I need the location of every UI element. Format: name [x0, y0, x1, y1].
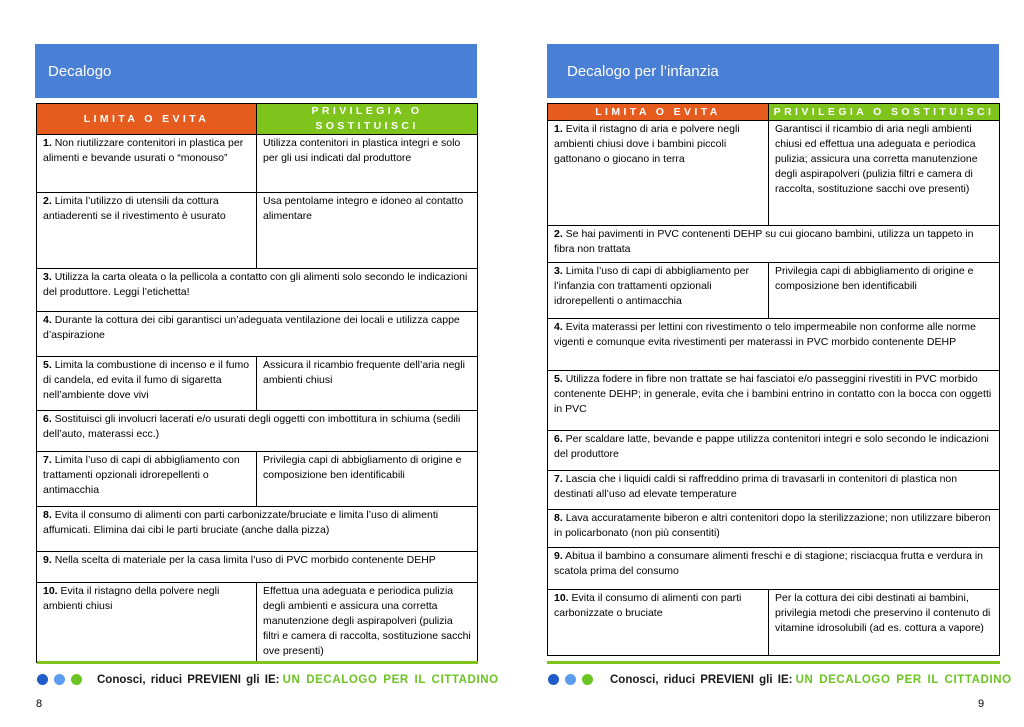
left-row-8: [37, 507, 478, 552]
left-row-10: [37, 583, 478, 663]
left-row-10-prefer: Effettua una adeguata e periodica pulizia degli ambienti e assicura una corretta manutenzione degli aspirapolveri (pulizia filtri e camera di raccolta, sostituzione sacchi ove presenti): [257, 583, 478, 663]
right-row-7-text: 7. Lascia che i liquidi caldi si raffreddino prima di travasarli in contenitori di plastica non destinati all’uso ad elevate temperature: [548, 471, 1000, 510]
left-row-9: [37, 552, 478, 583]
left-decalogue-table: [36, 103, 478, 663]
left-row-5: [37, 357, 478, 411]
left-header-prefer: PRIVILEGIA O SOSTITUISCI: [257, 104, 478, 135]
dark-blue-dot-icon: [548, 674, 559, 685]
right-row-5-text: 5. Utilizza fodere in fibre non trattate se hai fasciatoi e/o passeggini rivestiti in PVC morbido contenente DEHP; in generale, evita che i bambini entrino in contatto con la bocca con oggetti in PVC: [548, 371, 1000, 431]
left-row-7: [37, 452, 478, 507]
right-table-header: [548, 104, 1000, 121]
green-dot-icon: [582, 674, 593, 685]
left-table-header: [37, 104, 478, 135]
right-footer-dots: [548, 674, 593, 685]
left-row-1-prefer: Utilizza contenitori in plastica integri e solo per gli usi indicati dal produttore: [257, 135, 478, 193]
left-row-7-avoid: 7. Limita l’uso di capi di abbigliamento con trattamenti opzionali idrorepellenti o antimacchia: [37, 452, 257, 507]
right-row-3: [548, 263, 1000, 319]
right-row-7: [548, 471, 1000, 510]
left-row-6: [37, 411, 478, 452]
left-row-1-avoid: 1. Non riutilizzare contenitori in plastica per alimenti e bevande usurati o “monouso”: [37, 135, 257, 193]
right-row-2-text: 2. Se hai pavimenti in PVC contenenti DEHP su cui giocano bambini, utilizza un tappeto in fibra non trattata: [548, 226, 1000, 263]
right-row-2: [548, 226, 1000, 263]
left-row-5-avoid: 5. Limita la combustione di incenso e il fumo di candela, ed evita il fumo di sigaretta nell’ambiente dove vivi: [37, 357, 257, 411]
right-title: Decalogo per l’infanzia: [567, 62, 719, 80]
right-row-10: [548, 590, 1000, 656]
green-dot-icon: [71, 674, 82, 685]
left-row-7-prefer: Privilegia capi di abbigliamento di origine e composizione ben identificabili: [257, 452, 478, 507]
light-blue-dot-icon: [54, 674, 65, 685]
right-row-4-text: 4. Evita materassi per lettini con rivestimento o telo impermeabile non conforme alle norme vigenti e comunque evita rivestimenti per materassi in PVC morbido contenente DEHP: [548, 319, 1000, 371]
left-row-8-text: 8. Evita il consumo di alimenti con parti carbonizzate/bruciate e limita l’uso di alimenti affumicati. Elimina dai cibi le parti bruciate (anche dalla pizza): [37, 507, 478, 552]
right-footer-tagline-green: UN DECALOGO PER IL CITTADINO: [795, 674, 1012, 686]
right-row-8-text: 8. Lava accuratamente biberon e altri contenitori dopo la sterilizzazione; non utilizzare biberon in policarbonato (non più consentiti): [548, 510, 1000, 548]
right-row-4: [548, 319, 1000, 371]
left-row-2-avoid: 2. Limita l’utilizzo di utensili da cottura antiaderenti se il rivestimento è usurato: [37, 193, 257, 269]
right-row-3-prefer: Privilegia capi di abbigliamento di origine e composizione ben identificabili: [769, 263, 1000, 319]
right-header-avoid: LIMITA O EVITA: [548, 104, 769, 121]
right-title-banner: [547, 44, 999, 98]
left-row-10-avoid: 10. Evita il ristagno della polvere negli ambienti chiusi: [37, 583, 257, 663]
left-row-3: [37, 269, 478, 312]
right-row-10-avoid: 10. Evita il consumo di alimenti con parti carbonizzate o bruciate: [548, 590, 769, 656]
right-row-3-avoid: 3. Limita l’uso di capi di abbigliamento per l’infanzia con trattamenti opzionali idrorepellenti o antimacchia: [548, 263, 769, 319]
left-footer-dots: [37, 674, 82, 685]
left-row-2-prefer: Usa pentolame integro e idoneo al contatto alimentare: [257, 193, 478, 269]
left-row-3-text: 3. Utilizza la carta oleata o la pellicola a contatto con gli alimenti solo secondo le indicazioni del produttore. Leggi l’etichetta!: [37, 269, 478, 312]
right-page-number: 9: [978, 698, 985, 710]
left-row-4-text: 4. Durante la cottura dei cibi garantisci un’adeguata ventilazione dei locali e utilizza cappe d’aspirazione: [37, 312, 478, 357]
right-page: [512, 0, 1024, 727]
right-row-8: [548, 510, 1000, 548]
right-row-9-text: 9. Abitua il bambino a consumare alimenti freschi e di stagione; risciacqua frutta e verdura in scatola prima del consumo: [548, 548, 1000, 590]
right-row-6: [548, 431, 1000, 471]
left-row-4: [37, 312, 478, 357]
left-footer-tagline: [97, 674, 499, 687]
right-decalogue-table: [547, 103, 1000, 656]
left-row-6-text: 6. Sostituisci gli involucri lacerati e/o usurati degli oggetti con imbottitura in schiuma (sedili dell’auto, materassi ecc.): [37, 411, 478, 452]
right-row-6-text: 6. Per scaldare latte, bevande e pappe utilizza contenitori integri e solo secondo le indicazioni del produttore: [548, 431, 1000, 471]
right-footer-rule: [547, 661, 1000, 664]
light-blue-dot-icon: [565, 674, 576, 685]
left-row-2: [37, 193, 478, 269]
left-title-banner: [35, 44, 477, 98]
left-row-9-text: 9. Nella scelta di materiale per la casa limita l’uso di PVC morbido contenente DEHP: [37, 552, 478, 583]
right-row-9: [548, 548, 1000, 590]
right-header-prefer: PRIVILEGIA O SOSTITUISCI: [769, 104, 1000, 121]
left-title: Decalogo: [48, 62, 112, 80]
left-footer-tagline-green: UN DECALOGO PER IL CITTADINO: [282, 674, 499, 686]
left-header-avoid: LIMITA O EVITA: [37, 104, 257, 135]
right-row-10-prefer: Per la cottura dei cibi destinati ai bambini, privilegia metodi che preservino il contenuto di vitamine idrosolubili (ad es. cottura a vapore): [769, 590, 1000, 656]
right-footer-tagline-bold: Conosci, riduci PREVIENI gli IE:: [610, 674, 793, 686]
left-row-5-prefer: Assicura il ricambio frequente dell’aria negli ambienti chiusi: [257, 357, 478, 411]
right-row-1: [548, 121, 1000, 226]
left-footer-tagline-bold: Conosci, riduci PREVIENI gli IE:: [97, 674, 280, 686]
left-row-1: [37, 135, 478, 193]
right-footer-tagline: [610, 674, 1012, 687]
right-row-1-prefer: Garantisci il ricambio di aria negli ambienti chiusi ed effettua una adeguata e periodica pulizia; assicura una corretta manutenzione degli aspirapolveri (pulizia filtri e camera di raccolta, sostituzione sacchi ove presenti): [769, 121, 1000, 226]
dark-blue-dot-icon: [37, 674, 48, 685]
right-row-5: [548, 371, 1000, 431]
left-page-number: 8: [36, 698, 43, 710]
right-row-1-avoid: 1. Evita il ristagno di aria e polvere negli ambienti chiusi dove i bambini piccoli gattonano o giocano in terra: [548, 121, 769, 226]
left-footer-rule: [37, 661, 478, 664]
